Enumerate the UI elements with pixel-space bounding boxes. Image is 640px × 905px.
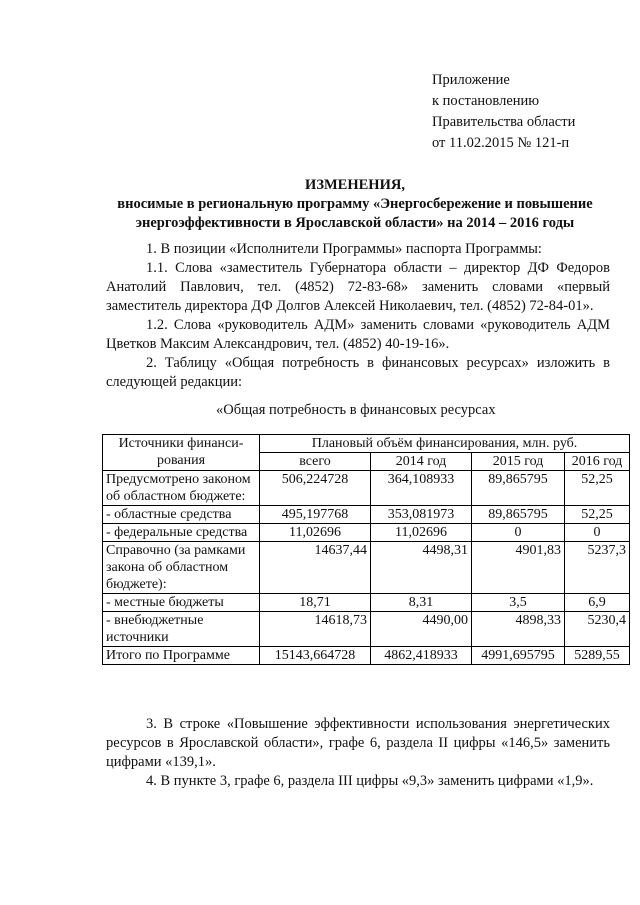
cell-2014: 4490,00 [371, 612, 472, 647]
cell-2014: 364,108933 [371, 471, 472, 506]
cell-2015: 89,865795 [472, 506, 565, 524]
table-row [103, 471, 630, 506]
cell-total: 506,224728 [260, 471, 371, 506]
cell-total: 18,71 [260, 594, 371, 612]
cell-2016: 5237,3 [565, 542, 630, 594]
appendix-date-number: от 11.02.2015 № 121-п [432, 135, 570, 151]
cell-2015: 4901,83 [472, 542, 565, 594]
cell-2016: 6,9 [565, 594, 630, 612]
table-row [103, 594, 630, 612]
cell-2015: 3,5 [472, 594, 565, 612]
paragraph-4: 4. В пункте 3, графе 6, раздела III цифры «9,3» заменить цифрами «1,9». [146, 773, 594, 789]
row-label: - областные средства [103, 506, 260, 524]
cell-2014: 353,081973 [371, 506, 472, 524]
header-plan: Плановый объём финансирования, млн. руб. [260, 435, 630, 453]
cell-2015: 89,865795 [472, 471, 565, 506]
table-row [103, 506, 630, 524]
row-label: - местные бюджеты [103, 594, 260, 612]
header-2014: 2014 год [371, 453, 472, 471]
financing-table [102, 434, 630, 665]
cell-2016: 5230,4 [565, 612, 630, 647]
cell-2016: 0 [565, 524, 630, 542]
paragraph-2: 2. Таблицу «Общая потребность в финансовых ресурсах» изложить в следующей редакции: [106, 355, 610, 390]
cell-2015: 4991,695795 [472, 647, 565, 665]
title-heading: ИЗМЕНЕНИЯ, [305, 177, 405, 193]
cell-total: 15143,664728 [260, 647, 371, 665]
cell-total: 14618,73 [260, 612, 371, 647]
appendix-line: к постановлению [432, 93, 540, 109]
section-3 [106, 715, 610, 791]
header-2016: 2016 год [565, 453, 630, 471]
cell-2014: 4498,31 [371, 542, 472, 594]
paragraph-1-1: 1.1. Слова «заместитель Губернатора области – директор ДФ Федоров Анатолий Павлович, тел. (4852) 72-83-68» заменить словами «первый заместитель директора ДФ Долгов Алексей Николаевич, тел. (4852) 72-84-01». [106, 260, 610, 314]
document-title [90, 176, 620, 233]
cell-total: 11,02696 [260, 524, 371, 542]
header-2015: 2015 год [472, 453, 565, 471]
paragraph-1-2: 1.2. Слова «руководитель АДМ» заменить словами «руководитель АДМ Цветков Максим Александрович, тел. (4852) 40-19-16». [106, 317, 610, 352]
paragraph-1: 1. В позиции «Исполнители Программы» паспорта Программы: [146, 241, 542, 257]
cell-2016: 52,25 [565, 506, 630, 524]
table-caption: «Общая потребность в финансовых ресурсах [216, 402, 496, 418]
row-label: Предусмотрено законом об областном бюджете: [103, 471, 260, 506]
paragraph-3: 3. В строке «Повышение эффективности использования энергетических ресурсов в Ярославской области», графе 6, раздела II цифры «146,5» заменить цифрами «139,1». [106, 716, 610, 770]
header-source: Источники финанси-рования [103, 435, 260, 471]
title-line: энергоэффективности в Ярославской области» на 2014 – 2016 годы [135, 215, 575, 231]
cell-2016: 52,25 [565, 471, 630, 506]
cell-total: 14637,44 [260, 542, 371, 594]
cell-2014: 8,31 [371, 594, 472, 612]
appendix-line: Приложение [432, 72, 510, 88]
table-row [103, 524, 630, 542]
cell-2015: 0 [472, 524, 565, 542]
row-label: Итого по Программе [103, 647, 260, 665]
row-label: - внебюджетные источники [103, 612, 260, 647]
appendix-line: Правительства области [432, 114, 576, 130]
title-line: вносимые в региональную программу «Энергосбережение и повышение [117, 196, 593, 212]
header-total: всего [260, 453, 371, 471]
row-label: Справочно (за рамками закона об областном бюджете): [103, 542, 260, 594]
cell-2016: 5289,55 [565, 647, 630, 665]
table-row [103, 542, 630, 594]
cell-2014: 11,02696 [371, 524, 472, 542]
table-row-total [103, 647, 630, 665]
cell-2014: 4862,418933 [371, 647, 472, 665]
section-1 [106, 240, 610, 392]
cell-total: 495,197768 [260, 506, 371, 524]
appendix-block [432, 70, 575, 154]
row-label: - федеральные средства [103, 524, 260, 542]
table-row [103, 612, 630, 647]
cell-2015: 4898,33 [472, 612, 565, 647]
